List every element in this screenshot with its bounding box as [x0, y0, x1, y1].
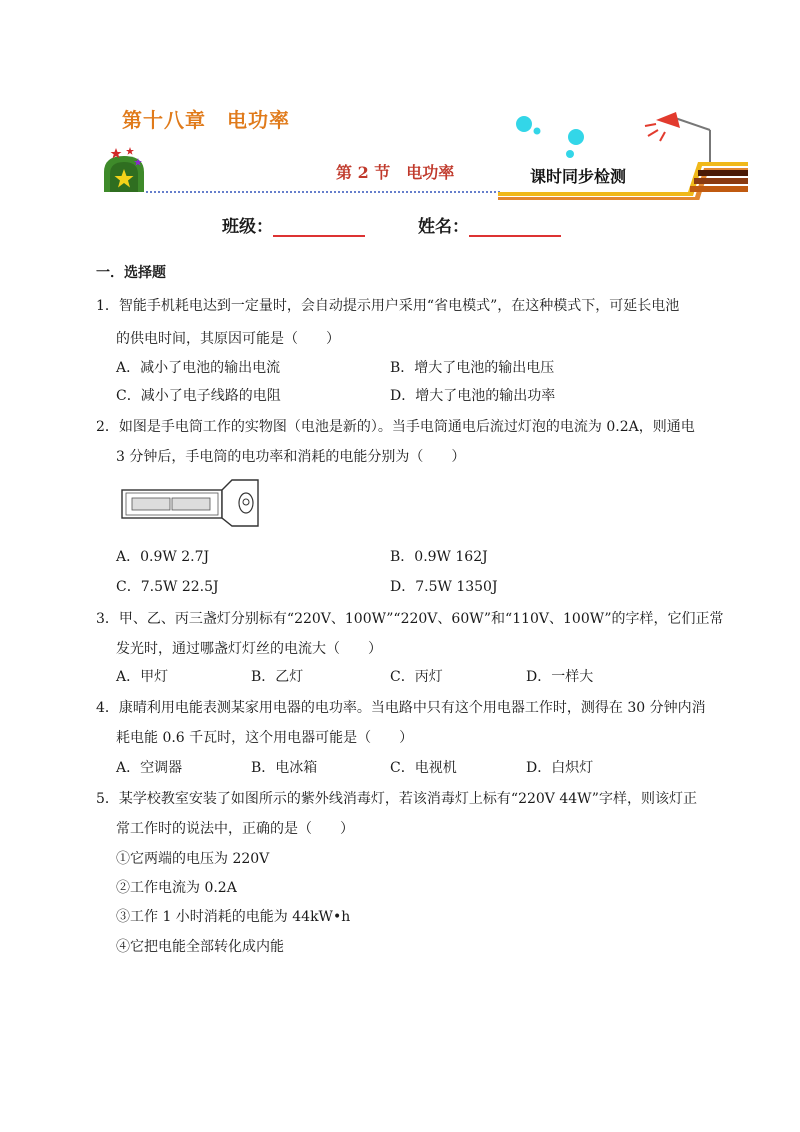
- question-3-line-2: 发光时，通过哪盏灯灯丝的电流大（ ）: [116, 641, 382, 657]
- sync-test-tag: 课时同步检测: [530, 167, 627, 186]
- section-title: 第 2 节 电功率: [336, 163, 455, 182]
- question-1-option-d: D．增大了电池的输出功率: [390, 388, 556, 404]
- question-3-option-a: A．甲灯: [116, 669, 169, 685]
- question-1-option-a: A．减小了电池的输出电流: [116, 360, 281, 376]
- question-5-line-2: 常工作时的说法中，正确的是（ ）: [116, 821, 354, 837]
- desk-lamp-icon: [645, 112, 710, 166]
- question-2-option-d: D．7.5W 1350J: [390, 579, 498, 595]
- question-2-line-1: 2．如图是手电筒工作的实物图（电池是新的）。当手电筒通电后流过灯泡的电流为 0.2A，则通电: [96, 419, 695, 435]
- name-blank: [469, 217, 561, 237]
- question-5-statement-2: ②工作电流为 0.2A: [116, 880, 237, 896]
- question-4-line-1: 4．康晴利用电能表测某家用电器的电功率。当电路中只有这个用电器工作时，测得在 30 分钟内消: [96, 700, 706, 716]
- name-field: [418, 212, 561, 237]
- question-3-option-d: D．一样大: [526, 669, 594, 685]
- question-3-line-1: 3．甲、乙、丙三盏灯分别标有“220V、100W”“220V、60W”和“110V、100W”的字样，它们正常: [96, 611, 724, 627]
- class-blank: [273, 217, 365, 237]
- header-banner: [100, 110, 750, 200]
- question-5-statement-3: ③工作 1 小时消耗的电能为 44kW•h: [116, 909, 351, 925]
- flashlight-figure: [118, 478, 268, 528]
- question-4-option-c: C．电视机: [390, 760, 457, 776]
- name-label: 姓名：: [418, 217, 469, 237]
- class-label: 班级：: [222, 217, 273, 237]
- question-2-option-b: B．0.9W 162J: [390, 549, 488, 565]
- class-field: [222, 212, 365, 237]
- question-4-option-d: D．白炽灯: [526, 760, 594, 776]
- question-1-option-b: B．增大了电池的输出电压: [390, 360, 555, 376]
- question-5-statement-1: ①它两端的电压为 220V: [116, 851, 270, 867]
- question-4-option-b: B．电冰箱: [251, 760, 318, 776]
- question-5-line-1: 5．某学校教室安装了如图所示的紫外线消毒灯，若该消毒灯上标有“220V 44W”字样，则该灯正: [96, 791, 697, 807]
- question-1-line-1: 1．智能手机耗电达到一定量时，会自动提示用户采用“省电模式”，在这种模式下，可延长电池: [96, 298, 680, 314]
- question-3-option-b: B．乙灯: [251, 669, 304, 685]
- question-2-option-a: A．0.9W 2.7J: [116, 549, 210, 565]
- question-4-option-a: A．空调器: [116, 760, 183, 776]
- star-badge-icon: [104, 147, 144, 192]
- question-4-line-2: 耗电能 0.6 千瓦时，这个用电器可能是（ ）: [116, 730, 414, 746]
- question-1-option-c: C．减小了电子线路的电阻: [116, 388, 281, 404]
- question-3-option-c: C．丙灯: [390, 669, 443, 685]
- question-1-line-2: 的供电时间，其原因可能是（ ）: [116, 331, 340, 347]
- bubbles-decoration: [516, 116, 584, 158]
- question-2-line-2: 3 分钟后，手电筒的电功率和消耗的电能分别为（ ）: [116, 449, 466, 465]
- section-heading: 一．选择题: [96, 265, 166, 281]
- question-5-statement-4: ④它把电能全部转化成内能: [116, 939, 284, 955]
- question-2-option-c: C．7.5W 22.5J: [116, 579, 219, 595]
- chapter-title: 第十八章 电功率: [122, 108, 290, 132]
